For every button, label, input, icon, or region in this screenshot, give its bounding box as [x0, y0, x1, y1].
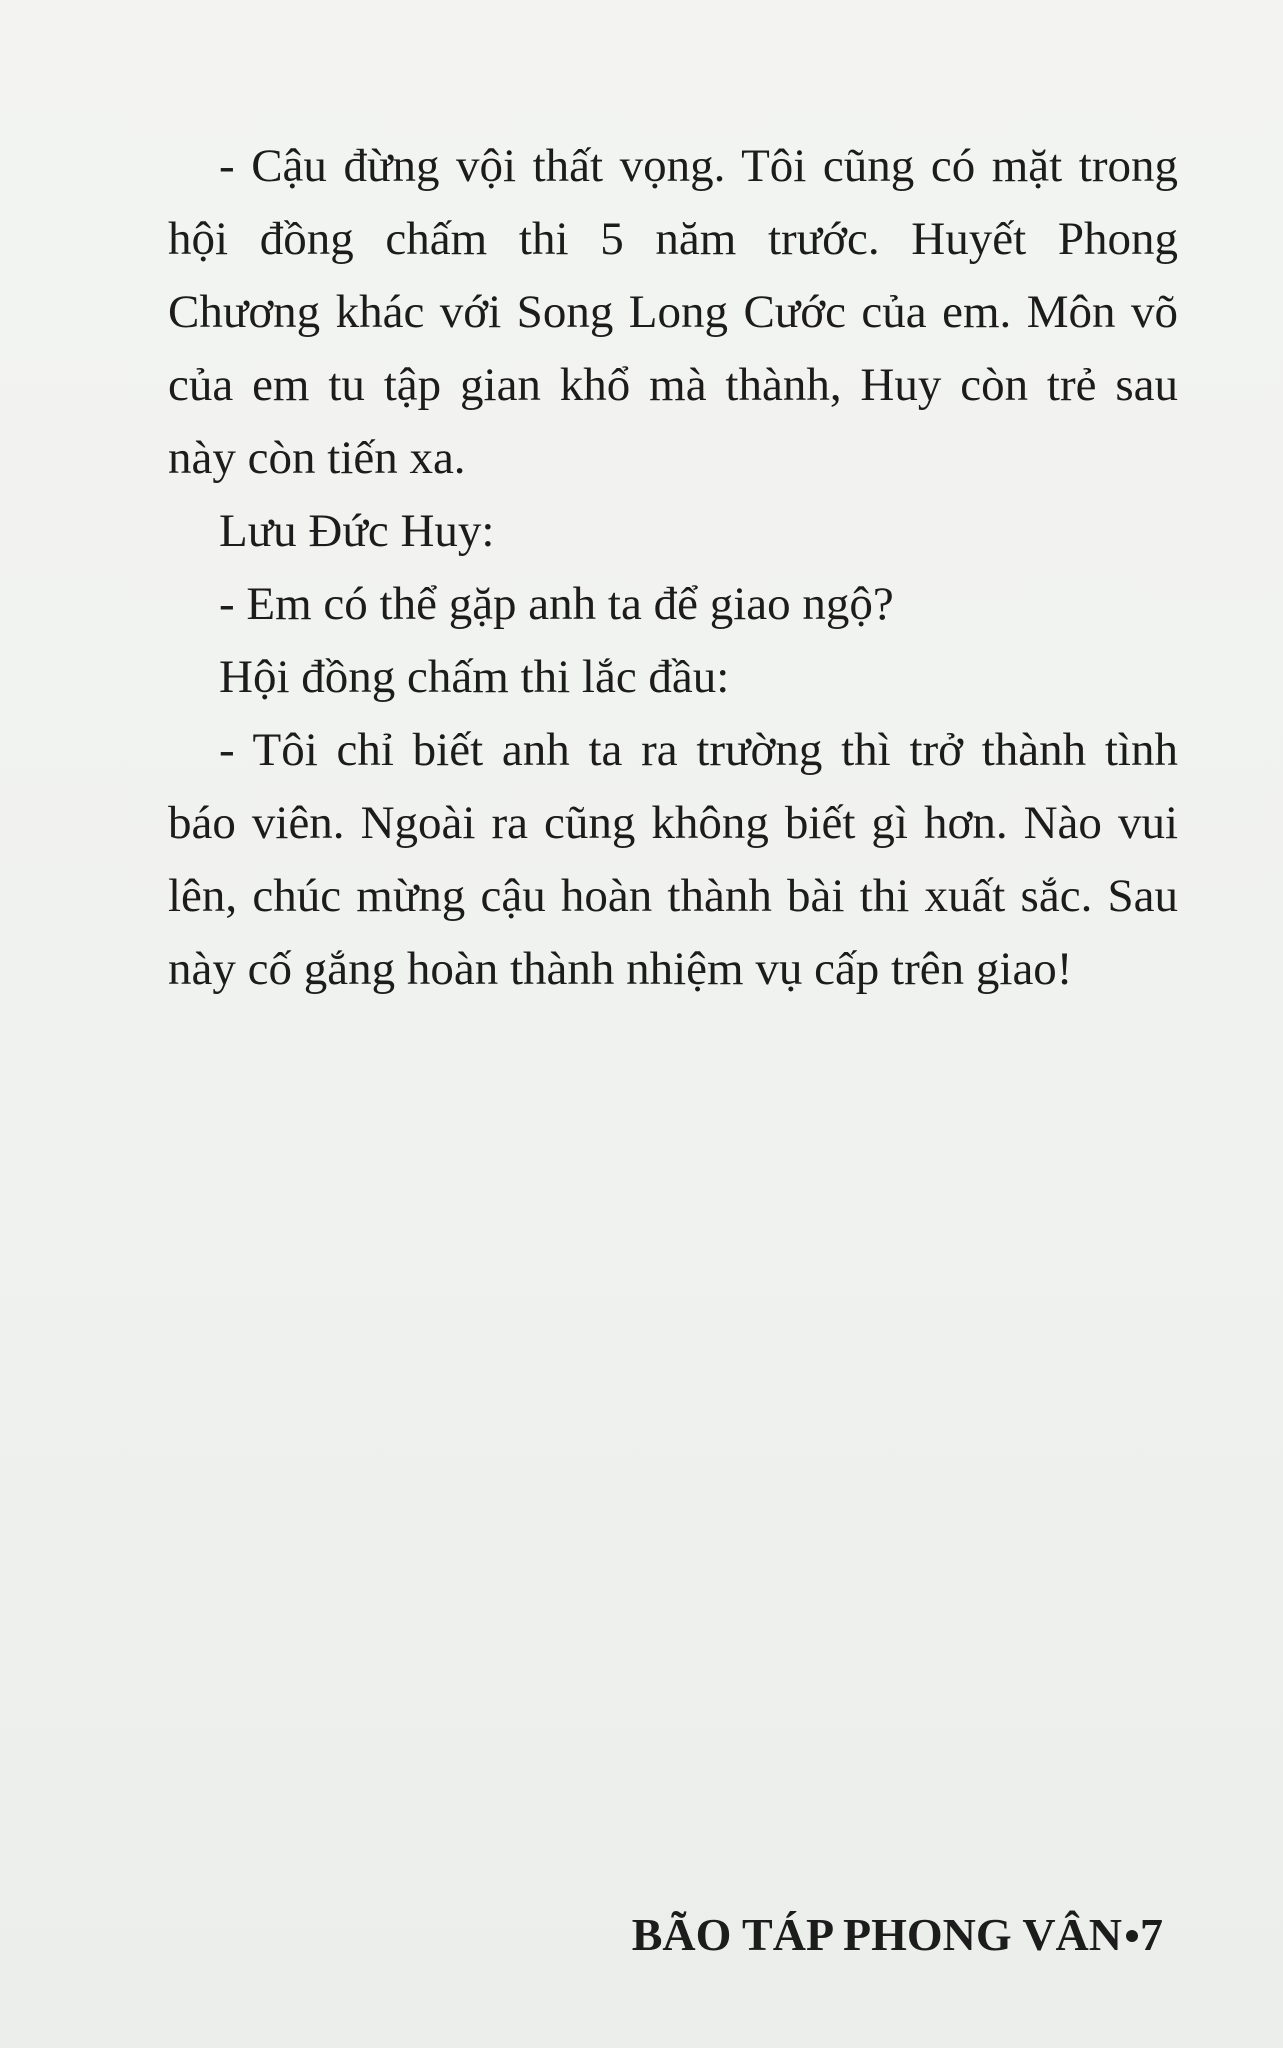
paragraph-2: Lưu Đức Huy:	[219, 505, 495, 557]
paragraph-3: - Em có thể gặp anh ta để giao ngộ?	[219, 578, 894, 630]
paragraph-5: - Tôi chỉ biết anh ta ra trường thì trở thành tình báo viên. Ngoài ra cũng không biết gì hơn. Nào vui lên, chúc mừng cậu hoàn thành bài thi xuất sắc. Sau này cố gắng hoàn thành nhiệm vụ cấp trên giao!	[168, 724, 1178, 995]
page-number: 7	[1140, 1909, 1163, 1960]
paragraph-4: Hội đồng chấm thi lắc đầu:	[219, 651, 730, 703]
running-footer	[632, 1908, 1163, 1961]
bullet-dot-icon	[1126, 1930, 1138, 1942]
body-text	[168, 130, 1178, 1006]
book-title: BÃO TÁP PHONG VÂN	[631, 1909, 1122, 1960]
paragraph-1: - Cậu đừng vội thất vọng. Tôi cũng có mặt trong hội đồng chấm thi 5 năm trước. Huyết Phong Chương khác với Song Long Cước của em. Môn võ của em tu tập gian khổ mà thành, Huy còn trẻ sau này còn tiến xa.	[168, 140, 1178, 484]
